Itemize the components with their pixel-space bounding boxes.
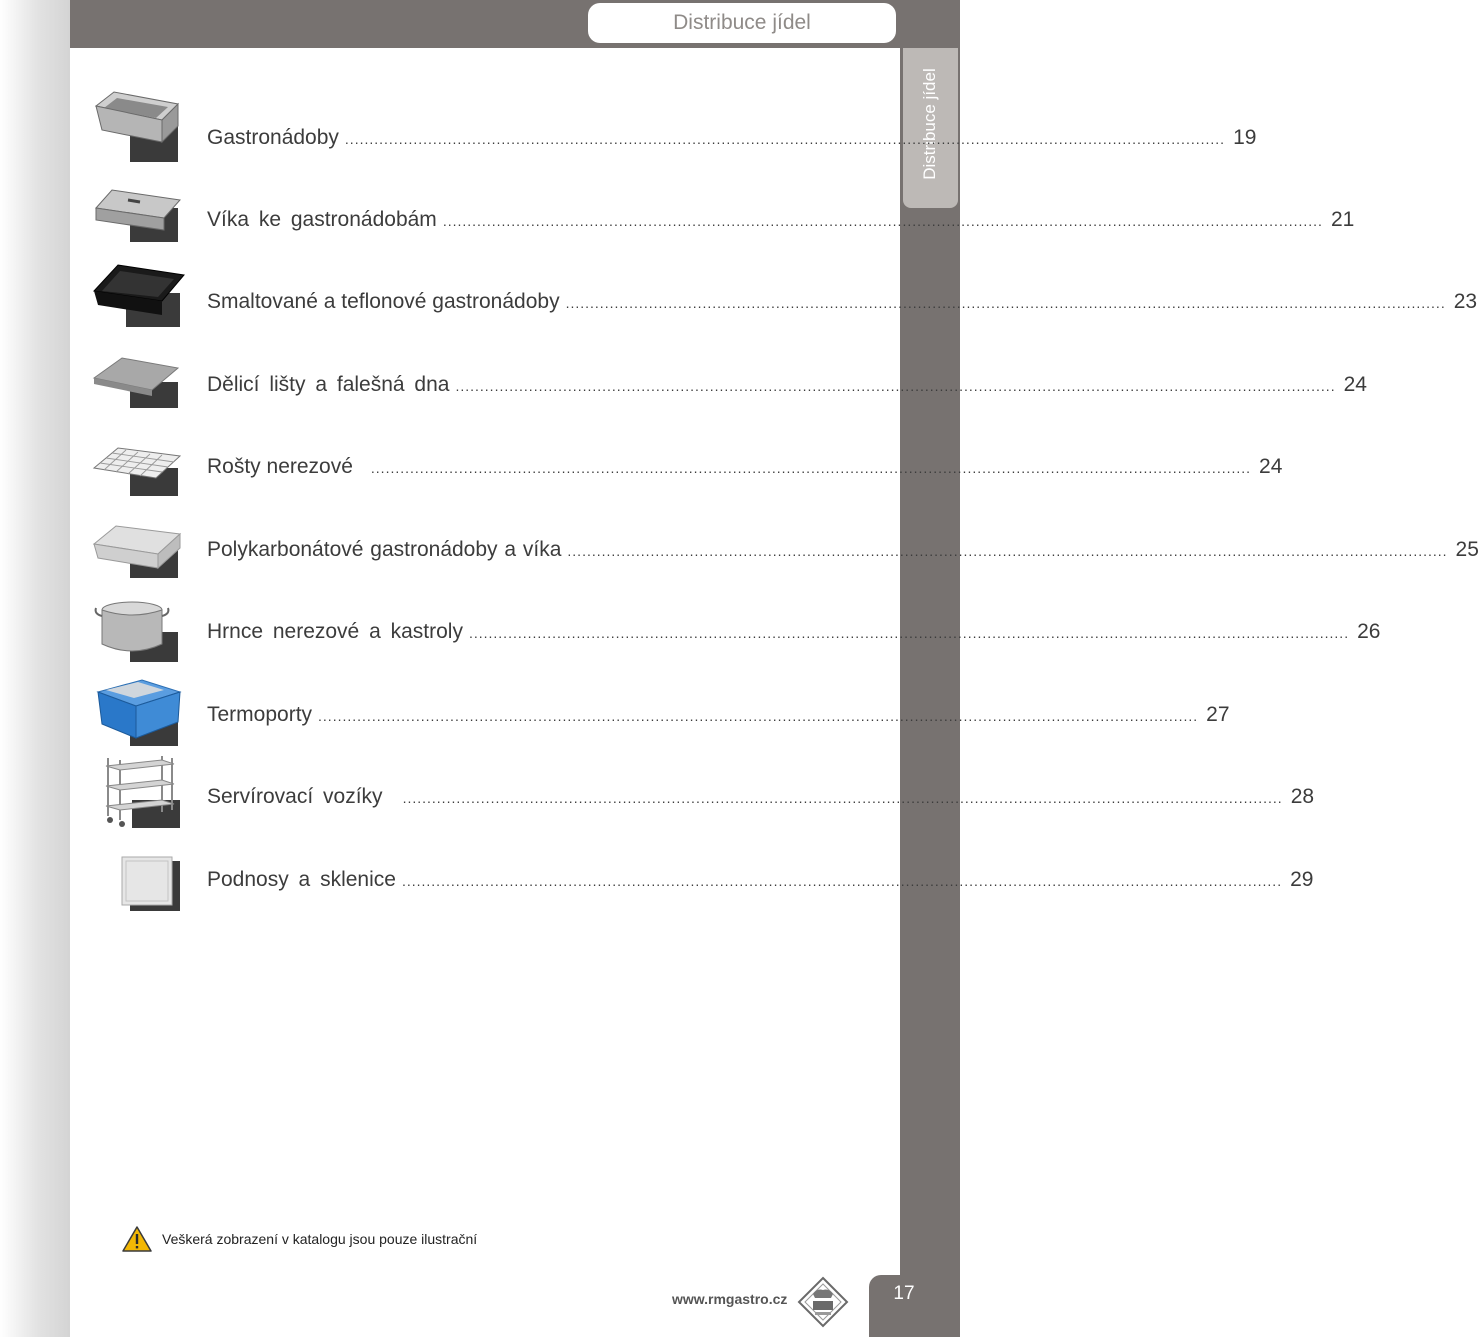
toc-entry[interactable] xyxy=(207,785,1315,815)
toc-entry[interactable] xyxy=(207,455,1283,485)
website-link[interactable]: www.rmgastro.cz xyxy=(672,1291,788,1307)
toc-entry[interactable] xyxy=(207,538,1479,568)
toc-entry-page: 28 xyxy=(1290,785,1315,808)
toc-dot-leader: .................................................................................................................................................................................... xyxy=(468,625,1350,641)
toc-entry[interactable] xyxy=(207,373,1367,403)
disclaimer-text: Veškerá zobrazení v katalogu jsou pouze ilustrační xyxy=(162,1231,478,1247)
toc-entry-page: 21 xyxy=(1330,208,1355,231)
pot-icon xyxy=(92,598,182,664)
toc-entry-label: Rošty nerezové xyxy=(207,455,353,478)
section-title: Distribuce jídel xyxy=(673,11,811,34)
false-bottom-icon xyxy=(92,356,182,410)
toc-entry[interactable] xyxy=(207,126,1257,156)
wire-grid-icon xyxy=(92,444,182,498)
left-gradient-band xyxy=(0,0,70,1337)
toc-entry-label: Dělicí lišty a falešná dna xyxy=(207,373,450,396)
toc-entry-label: Polykarbonátové gastronádoby a víka xyxy=(207,538,562,561)
rm-gastro-logo xyxy=(797,1276,849,1328)
toc-entry-page: 23 xyxy=(1453,290,1478,313)
toc-entry-page: 19 xyxy=(1233,126,1257,149)
side-section-tab-label: Distribuce jídel xyxy=(920,68,939,180)
toc-entry[interactable] xyxy=(207,703,1230,733)
toc-entry-page: 26 xyxy=(1357,620,1381,643)
toc-entry-label: Gastronádoby xyxy=(207,126,339,149)
toc-dot-leader: .................................................................................................................................................................................... xyxy=(344,131,1226,147)
warning-icon xyxy=(122,1226,152,1252)
toc-dot-leader: .................................................................................................................................................................................... xyxy=(455,378,1336,394)
toc-dot-leader: .................................................................................................................................................................................... xyxy=(567,543,1448,559)
toc-entry-page: 24 xyxy=(1259,455,1283,478)
toc-entry[interactable] xyxy=(207,620,1381,650)
disclaimer-notice xyxy=(122,1224,477,1254)
toc-entry-label: Smaltované a teflonové gastronádoby xyxy=(207,290,560,313)
container-lid-icon xyxy=(92,186,182,244)
toc-entry[interactable] xyxy=(207,868,1314,898)
polycarbonate-container-icon xyxy=(92,522,182,580)
content-panel xyxy=(70,48,900,1337)
toc-entry-label: Podnosy a sklenice xyxy=(207,868,396,891)
page-number: 17 xyxy=(893,1283,915,1304)
toc-entry-page: 25 xyxy=(1455,538,1479,561)
toc-dot-leader: .................................................................................................................................................................................... xyxy=(442,213,1323,229)
gastronorm-container-icon xyxy=(92,86,182,164)
toc-entry[interactable] xyxy=(207,208,1355,238)
toc-entry-label: Servírovací vozíky xyxy=(207,785,383,808)
toc-dot-leader: .................................................................................................................................................................................... xyxy=(370,460,1252,476)
serving-trolley-icon xyxy=(92,752,182,828)
toc-entry-page: 27 xyxy=(1206,703,1230,726)
toc-dot-leader: .................................................................................................................................................................................... xyxy=(401,873,1283,889)
toc-dot-leader: .................................................................................................................................................................................... xyxy=(318,708,1199,724)
toc-dot-leader: .................................................................................................................................................................................... xyxy=(402,790,1283,806)
toc-entry[interactable] xyxy=(207,290,1478,320)
toc-dot-leader: .................................................................................................................................................................................... xyxy=(565,295,1446,311)
toc-entry-label: Termoporty xyxy=(207,703,313,726)
thermoport-icon xyxy=(92,676,182,748)
toc-entry-page: 29 xyxy=(1290,868,1314,891)
toc-entry-page: 24 xyxy=(1343,373,1367,396)
enamel-container-icon xyxy=(92,263,182,329)
toc-entry-label: Víka ke gastronádobám xyxy=(207,208,437,231)
toc-entry-label: Hrnce nerezové a kastroly xyxy=(207,620,463,643)
tray-icon xyxy=(92,855,182,913)
